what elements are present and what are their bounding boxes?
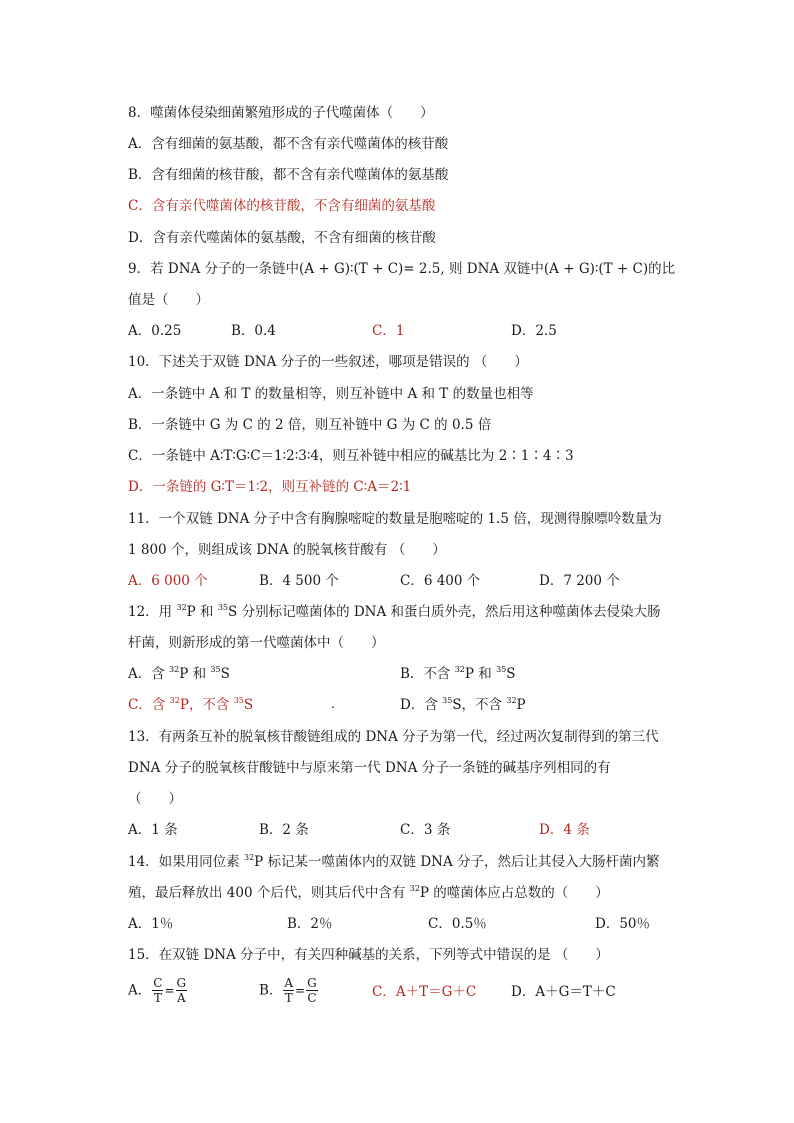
q14-option-d: D．50％: [595, 916, 651, 932]
stray-dot-mark: .: [331, 697, 335, 711]
q10-option-c: C．一条链中 A∶T∶G∶C＝1∶2∶3∶4，则互补链中相应的碱基比为 2∶1∶4∶3: [128, 448, 574, 464]
q14-option-b: B．2％: [287, 916, 333, 932]
q10-option-a: A．一条链中 A 和 T 的数量相等，则互补链中 A 和 T 的数量也相等: [128, 386, 534, 402]
q11-stem-line2: 1 800 个，则组成该 DNA 的脱氧核苷酸有 （ ）: [128, 542, 446, 558]
q10-option-b: B．一条链中 G 为 C 的 2 倍，则互补链中 G 为 C 的 0.5 倍: [128, 417, 492, 433]
q15-option-c-answer: C．A＋T＝G＋C: [372, 984, 477, 1000]
q9-option-d: D．2.5: [511, 323, 557, 339]
q9-option-a: A．0.25: [128, 323, 182, 339]
q15-option-a: A． $\frac{C}{T}$ = $\frac{G}{A}$: [128, 976, 187, 1005]
q9-option-c-answer: C．1: [372, 323, 405, 339]
q11-stem-line1: 11．一个双链 DNA 分子中含有胸腺嘧啶的数量是胞嘧啶的 1.5 倍，现测得腺嘌呤数量为: [128, 511, 662, 527]
fraction-c-over-t: $\frac{C}{T}$: [153, 976, 163, 1005]
q14-option-c: C．0.5％: [428, 916, 487, 932]
q13-option-b: B．2 条: [259, 822, 309, 838]
q14-option-a: A．1％: [128, 916, 174, 932]
q9-option-b: B．0.4: [231, 323, 276, 339]
q15-option-d: D．A＋G＝T＋C: [511, 984, 616, 1000]
fraction-g-over-c: $\frac{G}{C}$: [307, 976, 317, 1005]
q15-option-b: B． $\frac{A}{T}$ = $\frac{G}{C}$: [259, 976, 317, 1005]
q13-option-a: A．1 条: [128, 822, 178, 838]
q13-stem-line3: （ ）: [128, 791, 182, 807]
q8-option-b: B．含有细菌的核苷酸，都不含有亲代噬菌体的氨基酸: [128, 167, 449, 183]
q14-stem-line1: 14．如果用同位素 $^{32}$P 标记某一噬菌体内的双链 DNA 分子，然后让其侵入大肠杆菌内繁: [128, 853, 660, 870]
q11-option-a-answer: A．6 000 个: [128, 573, 208, 589]
q11-option-b: B．4 500 个: [259, 573, 339, 589]
q13-option-d-answer: D．4 条: [539, 822, 590, 838]
q11-option-d: D．7 200 个: [539, 573, 620, 589]
q12-option-d: D．含 $^{35}$S，不含 $^{32}$P: [400, 696, 526, 713]
q15-stem: 15．在双链 DNA 分子中，有关四种碱基的关系，下列等式中错误的是 （ ）: [128, 947, 609, 963]
q11-option-c: C．6 400 个: [400, 573, 481, 589]
q13-stem-line1: 13．有两条互补的脱氧核苷酸链组成的 DNA 分子为第一代，经过两次复制得到的第三代: [128, 729, 659, 745]
q12-option-c-answer: C．含 $^{32}$P，不含 $^{35}$S: [128, 696, 254, 713]
q12-stem-line2: 杆菌，则新形成的第一代噬菌体中（ ）: [128, 635, 385, 651]
q12-stem-line1: 12．用 $^{32}$P 和 $^{35}$S 分别标记噬菌体的 DNA 和蛋白质外壳，然后用这种噬菌体去侵染大肠: [128, 603, 661, 620]
q8-option-c-answer: C．含有亲代噬菌体的核苷酸，不含有细菌的氨基酸: [128, 198, 436, 214]
q9-stem-line2: 值是（ ）: [128, 292, 209, 308]
q12-option-a: A．含 $^{32}$P 和 $^{35}$S: [128, 665, 230, 682]
q10-option-d-answer: D．一条链的 G∶T＝1∶2，则互补链的 C∶A＝2∶1: [128, 479, 412, 495]
q14-stem-line2: 殖，最后释放出 400 个后代，则其后代中含有 $^{32}$P 的噬菌体应占总数的（ ）: [128, 884, 609, 901]
q13-stem-line2: DNA 分子的脱氧核苷酸链中与原来第一代 DNA 分子一条链的碱基序列相同的有: [128, 760, 611, 776]
q8-option-a: A．含有细菌的氨基酸，都不含有亲代噬菌体的核苷酸: [128, 136, 449, 152]
q10-stem: 10．下述关于双链 DNA 分子的一些叙述，哪项是错误的 （ ）: [128, 354, 528, 370]
fraction-a-over-t: $\frac{A}{T}$: [284, 976, 294, 1005]
q8-option-d: D．含有亲代噬菌体的氨基酸，不含有细菌的核苷酸: [128, 230, 436, 246]
q13-option-c: C．3 条: [400, 822, 451, 838]
q8-stem: 8．噬菌体侵染细菌繁殖形成的子代噬菌体（ ）: [128, 105, 434, 121]
q12-option-b: B．不含 $^{32}$P 和 $^{35}$S: [400, 665, 516, 682]
fraction-g-over-a: $\frac{G}{A}$: [176, 976, 187, 1005]
q9-stem-line1: 9．若 DNA 分子的一条链中(A + G)∶(T + C)= 2.5, 则 DNA 双链中(A + G)∶(T + C)的比: [128, 261, 676, 277]
